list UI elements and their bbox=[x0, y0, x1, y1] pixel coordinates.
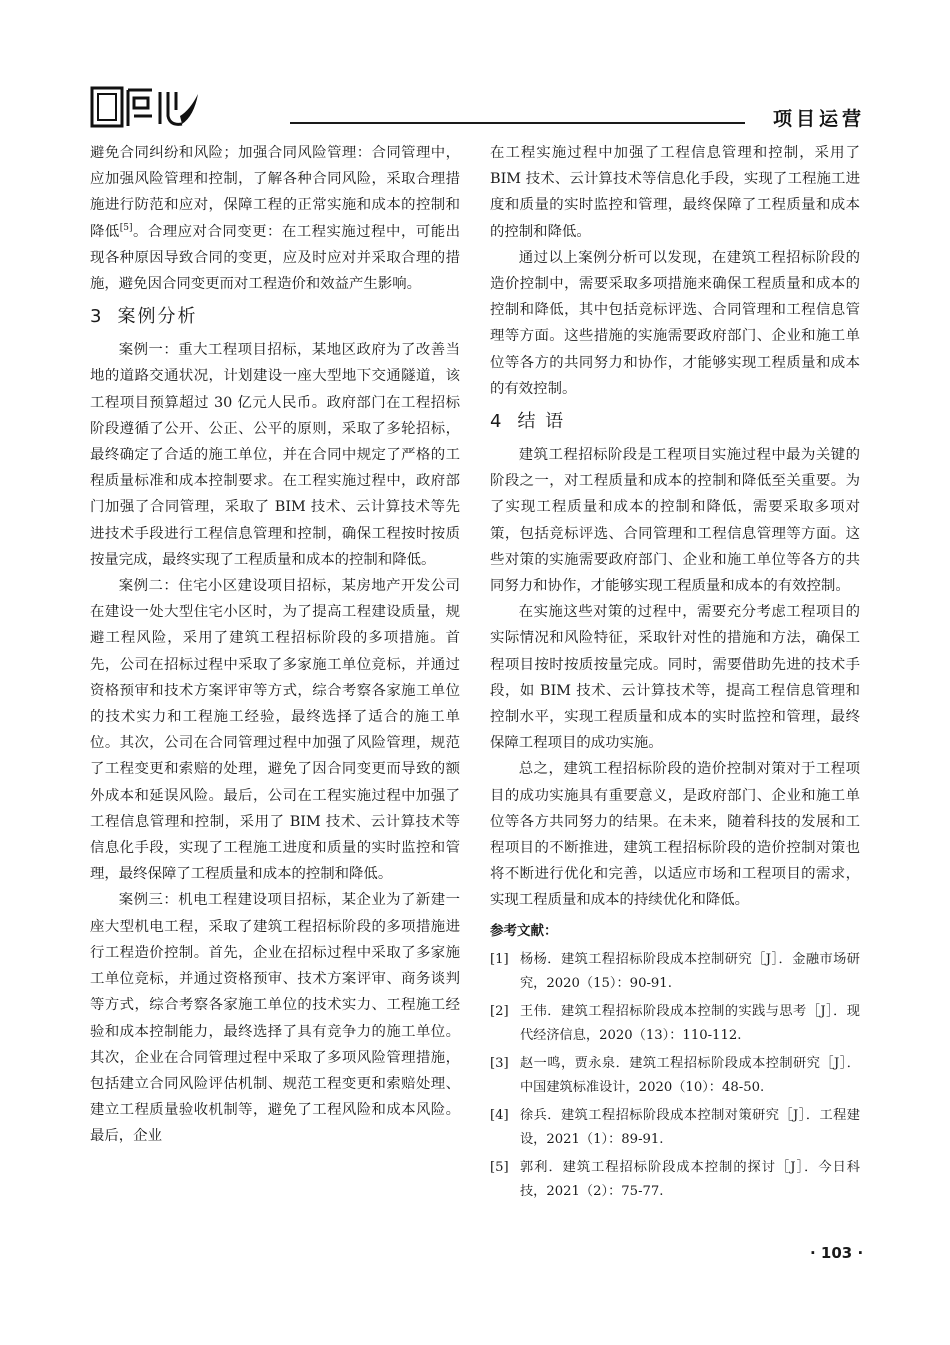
section-title: 结 语 bbox=[517, 411, 566, 433]
reference-list bbox=[490, 948, 860, 1204]
page-header bbox=[90, 78, 865, 128]
reference-text: 徐兵．建筑工程招标阶段成本控制对策研究［J］．工程建设，2021（1）：89-91. bbox=[520, 1107, 860, 1147]
reference-number: [3] bbox=[490, 1055, 509, 1071]
right-column bbox=[490, 140, 860, 1208]
paragraph: 总之，建筑工程招标阶段的造价控制对策对于工程项目的成功实施具有重要意义，是政府部门、企业和施工单位等各方共同努力的结果。在未来，随着科技的发展和工程项目的不断推进，建筑工程招标阶段的造价控制对策也将不断进行优化和完善，以适应市场和工程项目的需求，实现工程质量和成本的持续优化和降低。 bbox=[490, 761, 860, 909]
left-column bbox=[90, 140, 460, 1150]
reference-item bbox=[490, 1052, 860, 1100]
paragraph: 案例一：重大工程项目招标，某地区政府为了改善当地的道路交通状况，计划建设一座大型地下交通隧道，该工程项目预算超过 30 亿元人民币。政府部门在工程招标阶段遵循了公开、公正、公平的原则，采取了多轮招标，最终确定了合适的施工单位，并在合同中规定了严格的工程质量标准和成本控制要求。在工程实施过程中，政府部门加强了合同管理，采取了 BIM 技术、云计算技术等先进技术手段进行工程信息管理和控制，确保工程按时按质按量完成，最终实现了工程质量和成本的控制和降低。 bbox=[90, 342, 460, 568]
paragraph: 通过以上案例分析可以发现，在建筑工程招标阶段的造价控制中，需要采取多项措施来确保工程质量和成本的控制和降低，其中包括竞标评选、合同管理和工程信息管理等方面。这些措施的实施需要政府部门、企业和施工单位等各方的共同努力和协作，才能够实现工程质量和成本的有效控制。 bbox=[490, 249, 860, 397]
reference-item bbox=[490, 1104, 860, 1152]
reference-text: 赵一鸣，贾永泉．建筑工程招标阶段成本控制研究［J］．中国建筑标准设计，2020（10）：48-50. bbox=[520, 1055, 860, 1095]
paragraph: 建筑工程招标阶段是工程项目实施过程中最为关键的阶段之一，对工程质量和成本的控制和降低至关重要。为了实现工程质量和成本的控制和降低，需要采取多项对策，包括竞标评选、合同管理和工程信息管理等方面。这些对策的实施需要政府部门、企业和施工单位等各方的共同努力和协作，才能够实现工程质量和成本的有效控制。 bbox=[490, 447, 860, 595]
section-heading bbox=[90, 299, 460, 335]
reference-number: [5] bbox=[490, 1159, 509, 1175]
references-title: 参考文献： bbox=[490, 922, 558, 939]
paragraph: 在工程实施过程中加强了工程信息管理和控制，采用了 BIM 技术、云计算技术等信息化手段，实现了工程施工进度和质量的实时监控和管理，最终保障了工程质量和成本的控制和降低。 bbox=[490, 145, 860, 240]
citation: [5] bbox=[119, 222, 133, 233]
paragraph: 在实施这些对策的过程中，需要充分考虑工程项目的实际情况和风险特征，采取针对性的措施和方法，确保工程项目按时按质按量完成。同时，需要借助先进的技术手段，如 BIM 技术、云计算技术等，提高工程信息管理和控制水平，实现工程质量和成本的实时监控和管理，最终保障工程项目的成功实施。 bbox=[490, 604, 860, 752]
reference-item bbox=[490, 948, 860, 996]
section-tag: 项目运营 bbox=[772, 108, 865, 130]
reference-item bbox=[490, 1000, 860, 1048]
reference-text: 王伟．建筑工程招标阶段成本控制的实践与思考［J］．现代经济信息，2020（13）：110-112. bbox=[520, 1003, 860, 1043]
section-heading bbox=[490, 404, 860, 440]
reference-number: [1] bbox=[490, 951, 509, 967]
paragraph: 案例二：住宅小区建设项目招标，某房地产开发公司在建设一处大型住宅小区时，为了提高工程建设质量，规避工程风险，采用了建筑工程招标阶段的多项措施。首先，公司在招标过程中采取了多家施工单位竞标，并通过资格预审和技术方案评审等方式，综合考察各家施工单位的技术实力和工程施工经验，最终选择了适合的施工单位。其次，公司在合同管理过程中加强了风险管理，规范了工程变更和索赔的处理，避免了因合同变更而导致的额外成本和延误风险。最后，公司在工程实施过程中加强了工程信息管理和控制，采用了 BIM 技术、云计算技术等信息化手段，实现了工程施工进度和质量的实时监控和管理，最终保障了工程质量和成本的控制和降低。 bbox=[90, 578, 460, 883]
section-title: 案例分析 bbox=[117, 306, 198, 328]
journal-logo bbox=[90, 86, 200, 128]
section-number: 3 bbox=[90, 306, 104, 328]
page-number: · 103 · bbox=[810, 1244, 864, 1262]
section-number: 4 bbox=[490, 411, 504, 433]
reference-number: [2] bbox=[490, 1003, 509, 1019]
paragraph-text: 。合理应对合同变更：在工程实施过程中，可能出现各种原因导致合同的变更，应及时应对并采取合理的措施，避免因合同变更而对工程造价和效益产生影响。 bbox=[90, 223, 460, 293]
paragraph-text: 避免合同纠纷和风险；加强合同风险管理：合同管理中，应加强风险管理和控制，了解各种合同风险，采取合理措施进行防范和应对，保障工程的正常实施和成本的控制和降低 bbox=[90, 145, 460, 240]
reference-item bbox=[490, 1156, 860, 1204]
reference-number: [4] bbox=[490, 1107, 509, 1123]
reference-text: 杨杨．建筑工程招标阶段成本控制研究［J］．金融市场研究，2020（15）：90-91. bbox=[520, 951, 860, 991]
paragraph: 案例三：机电工程建设项目招标，某企业为了新建一座大型机电工程，采取了建筑工程招标阶段的多项措施进行工程造价控制。首先，企业在招标过程中采取了多家施工单位竞标，并通过资格预审、技术方案评审、商务谈判等方式，综合考察各家施工单位的技术实力、工程施工经验和成本控制能力，最终选择了具有竞争力的施工单位。其次，企业在合同管理过程中采取了多项风险管理措施，包括建立合同风险评估机制、规范工程变更和索赔处理、建立工程质量验收机制等，避免了工程风险和成本风险。最后，企业 bbox=[90, 892, 460, 1145]
reference-text: 郭利．建筑工程招标阶段成本控制的探讨［J］．今日科技，2021（2）：75-77. bbox=[520, 1159, 860, 1199]
paragraph bbox=[90, 140, 460, 297]
header-rule bbox=[290, 122, 745, 124]
